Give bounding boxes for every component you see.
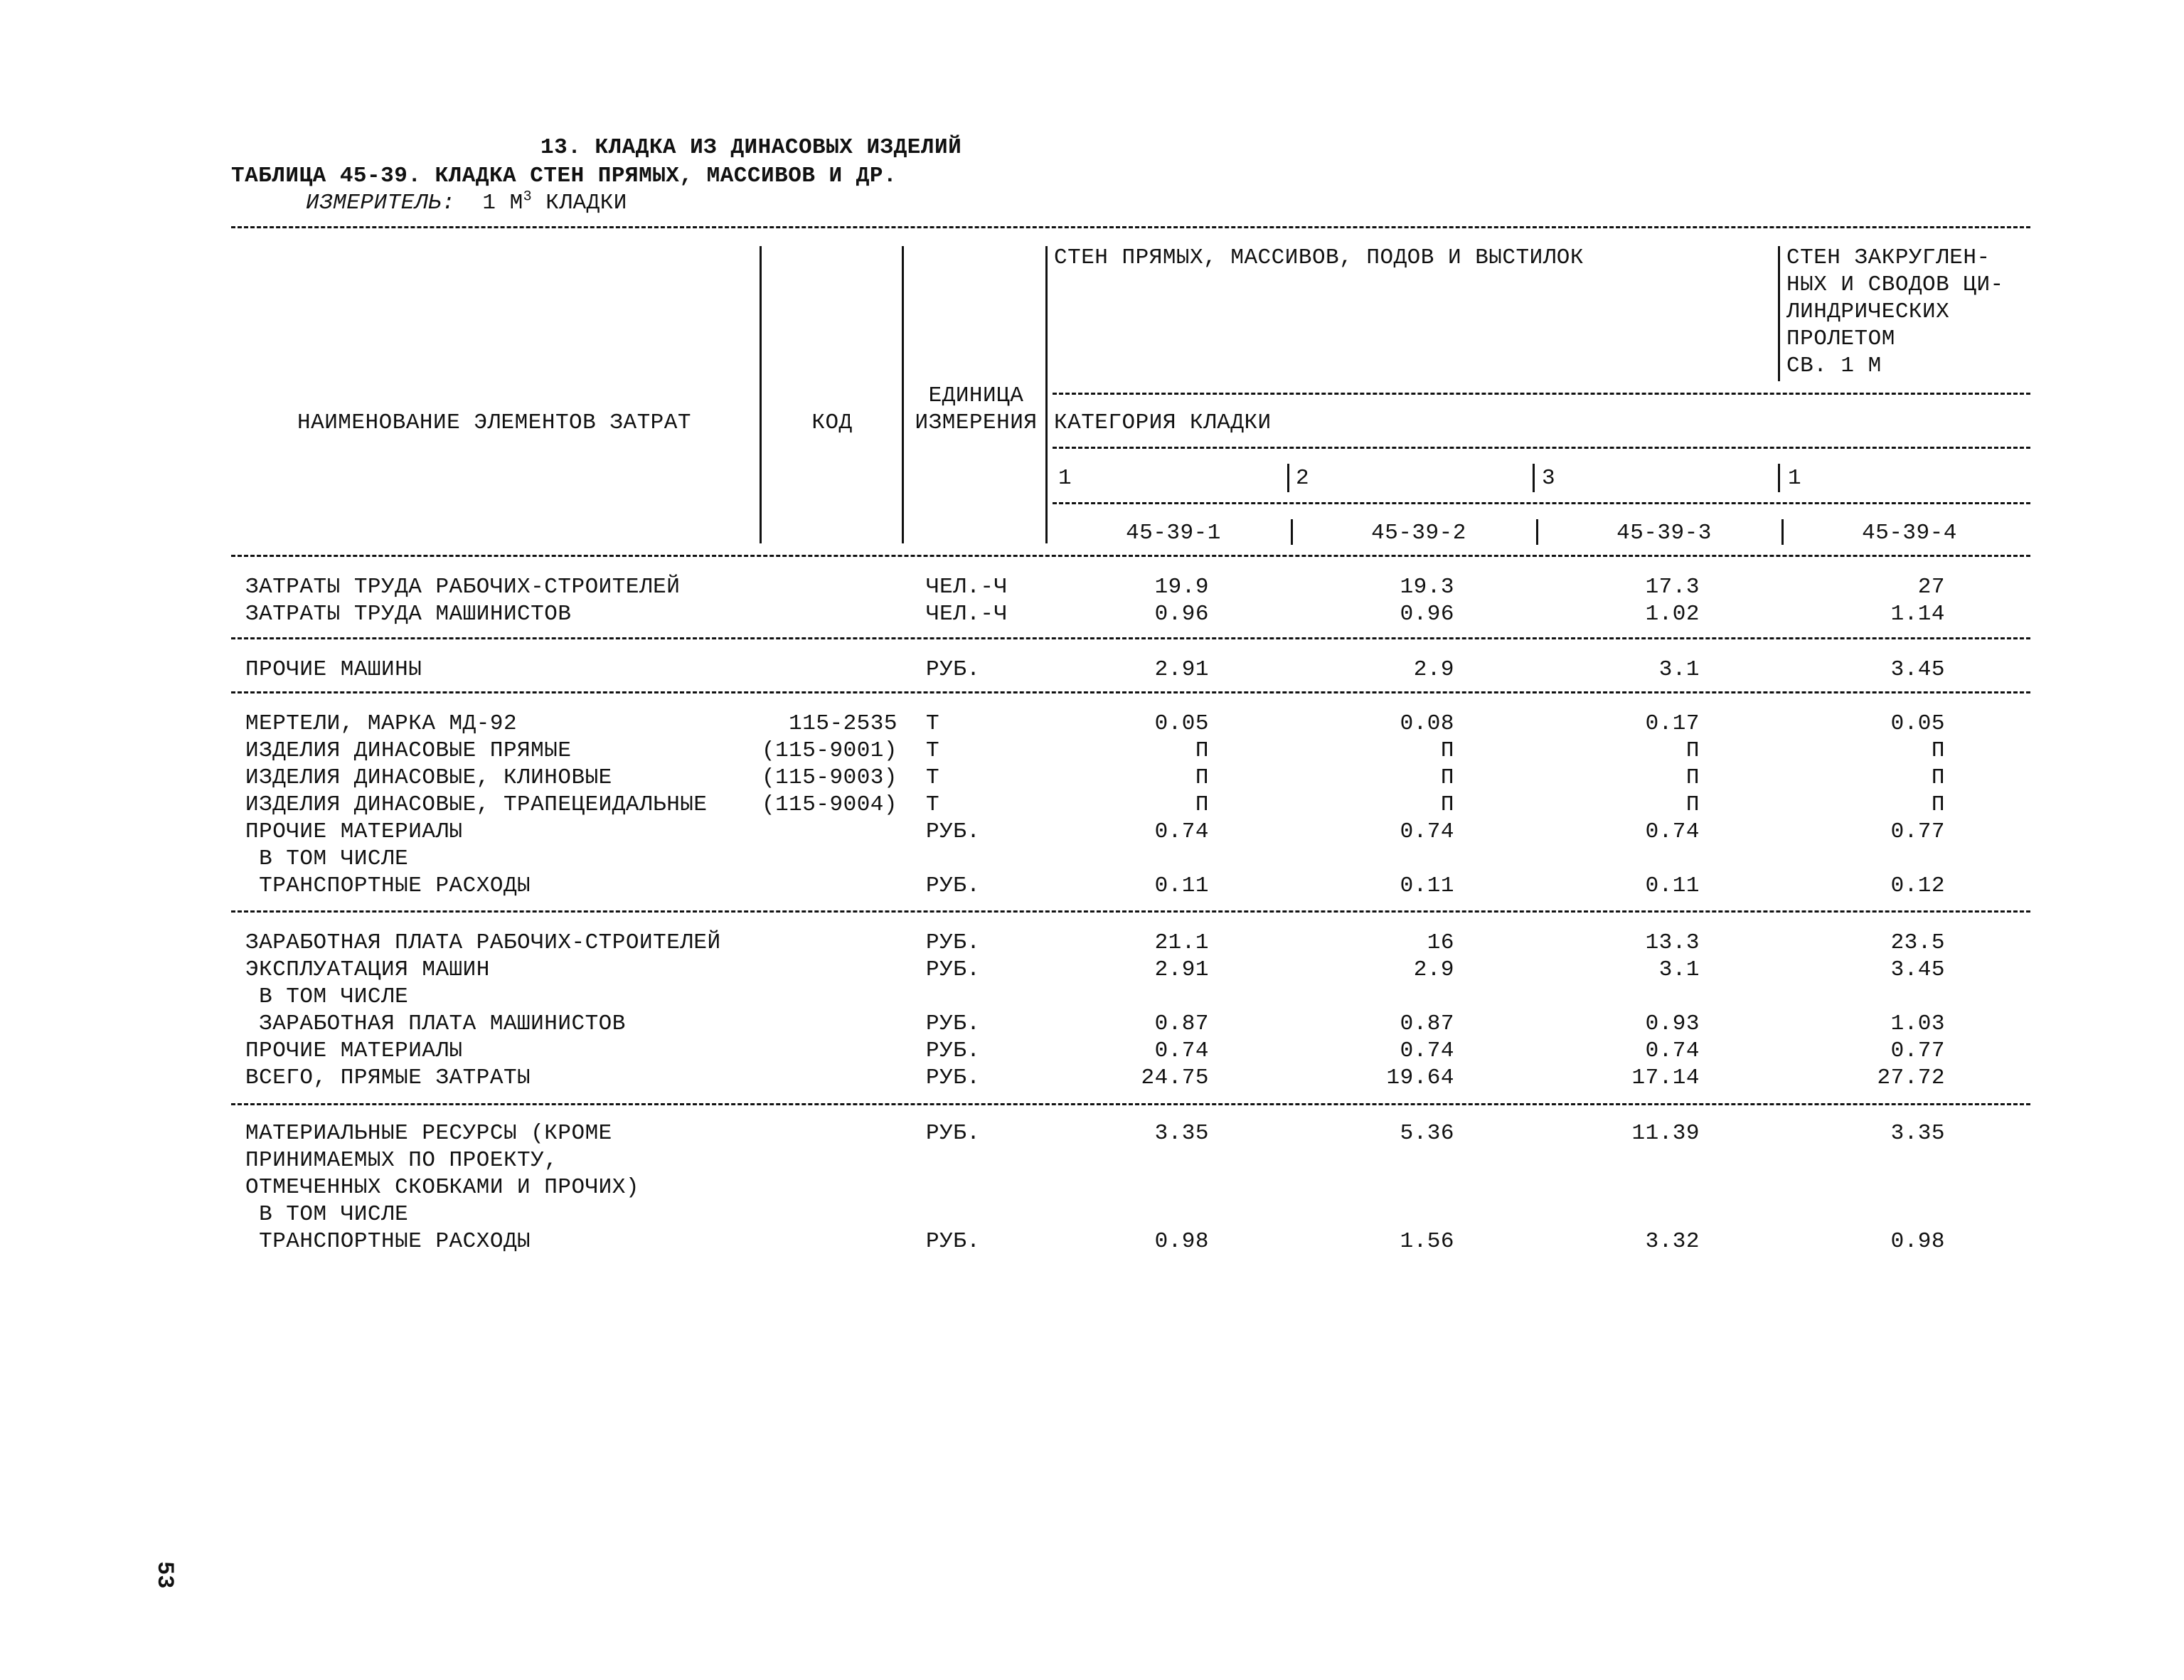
row-value-2: 0.11 xyxy=(1400,873,1454,898)
header-group2-line1: СТЕН ЗАКРУГЛЕН- xyxy=(1786,245,1991,270)
row-name: ТРАНСПОРТНЫЕ РАСХОДЫ xyxy=(245,1229,531,1254)
row-value-2: 16 xyxy=(1427,930,1454,955)
measure-label: ИЗМЕРИТЕЛЬ: xyxy=(306,191,456,216)
header-code-2: 45-39-2 xyxy=(1371,521,1466,546)
header-group2-line5: СВ. 1 М xyxy=(1786,353,1882,378)
row-value-1: 19.9 xyxy=(1154,575,1209,600)
row-value-3: 3.32 xyxy=(1645,1229,1700,1254)
row-code: (115-9001) xyxy=(761,738,897,763)
header-unit-line2: ИЗМЕРЕНИЯ xyxy=(915,410,1038,435)
header-group1: СТЕН ПРЯМЫХ, МАССИВОВ, ПОДОВ И ВЫСТИЛОК xyxy=(1054,245,1584,270)
row-value-1: П xyxy=(1195,792,1209,817)
header-group2-line4: ПРОЛЕТОМ xyxy=(1786,326,1895,351)
header-unit-line1: ЕДИНИЦА xyxy=(928,383,1024,408)
row-value-1: 24.75 xyxy=(1141,1065,1209,1090)
row-value-4: 27.72 xyxy=(1877,1065,1945,1090)
row-unit: РУБ. xyxy=(926,957,981,982)
header-category-3: 3 xyxy=(1542,466,1556,491)
row-name: МАТЕРИАЛЬНЫЕ РЕСУРСЫ (КРОМЕ xyxy=(245,1121,612,1146)
row-value-3: 3.1 xyxy=(1658,657,1700,682)
row-unit: РУБ. xyxy=(926,1229,981,1254)
row-name: ПРОЧИЕ МАТЕРИАЛЫ xyxy=(245,819,463,844)
row-name: ЭКСПЛУАТАЦИЯ МАШИН xyxy=(245,957,490,982)
row-value-2: 0.74 xyxy=(1400,1038,1454,1063)
row-name: ВСЕГО, ПРЯМЫЕ ЗАТРАТЫ xyxy=(245,1065,531,1090)
row-value-3: 3.1 xyxy=(1658,957,1700,982)
row-value-1: 0.98 xyxy=(1154,1229,1209,1254)
row-value-3: 1.02 xyxy=(1645,602,1700,627)
header-vbar-code2 xyxy=(1291,519,1293,545)
header-code-col: КОД xyxy=(811,410,853,435)
row-value-4: 3.35 xyxy=(1890,1121,1945,1146)
row-value-3: 17.14 xyxy=(1631,1065,1700,1090)
header-name-col: НАИМЕНОВАНИЕ ЭЛЕМЕНТОВ ЗАТРАТ xyxy=(297,410,691,435)
row-value-2: П xyxy=(1440,792,1454,817)
row-code: (115-9003) xyxy=(761,765,897,790)
header-rule-numbers xyxy=(1053,502,2030,504)
row-unit: РУБ. xyxy=(926,1121,981,1146)
row-value-4: 3.45 xyxy=(1890,657,1945,682)
row-value-4: 27 xyxy=(1917,575,1945,600)
row-name: В ТОМ ЧИСЛЕ xyxy=(245,846,409,871)
row-unit: РУБ. xyxy=(926,1038,981,1063)
row-value-4: 1.14 xyxy=(1890,602,1945,627)
row-value-2: 19.3 xyxy=(1400,575,1454,600)
row-value-4: П xyxy=(1931,765,1945,790)
row-value-1: 0.11 xyxy=(1154,873,1209,898)
header-group2-line3: ЛИНДРИЧЕСКИХ xyxy=(1786,299,1950,324)
row-name: ИЗДЕЛИЯ ДИНАСОВЫЕ, ТРАПЕЦЕИДАЛЬНЫЕ xyxy=(245,792,708,817)
row-name: МЕРТЕЛИ, МАРКА МД-92 xyxy=(245,711,518,736)
row-value-1: 0.74 xyxy=(1154,819,1209,844)
header-code-1: 45-39-1 xyxy=(1126,521,1221,546)
row-name: ТРАНСПОРТНЫЕ РАСХОДЫ xyxy=(245,873,531,898)
header-vbar-group2 xyxy=(1778,246,1780,381)
section-title: 13. КЛАДКА ИЗ ДИНАСОВЫХ ИЗДЕЛИЙ xyxy=(540,135,962,160)
row-value-3: 17.3 xyxy=(1645,575,1700,600)
row-value-2: 0.74 xyxy=(1400,819,1454,844)
row-value-2: 1.56 xyxy=(1400,1229,1454,1254)
row-value-1: 2.91 xyxy=(1154,957,1209,982)
group-rule-1 xyxy=(231,637,2030,639)
row-unit: Т xyxy=(926,792,940,817)
header-vbar-cat2 xyxy=(1287,464,1289,492)
row-value-2: 0.08 xyxy=(1400,711,1454,736)
row-value-3: 0.74 xyxy=(1645,1038,1700,1063)
row-value-4: П xyxy=(1931,738,1945,763)
row-name: ПРИНИМАЕМЫХ ПО ПРОЕКТУ, xyxy=(245,1148,558,1173)
row-value-3: П xyxy=(1685,765,1700,790)
row-name: ЗАТРАТЫ ТРУДА МАШИНИСТОВ xyxy=(245,602,572,627)
row-value-2: 2.9 xyxy=(1413,657,1454,682)
row-name: ИЗДЕЛИЯ ДИНАСОВЫЕ ПРЯМЫЕ xyxy=(245,738,572,763)
row-value-4: 0.77 xyxy=(1890,819,1945,844)
row-value-2: П xyxy=(1440,765,1454,790)
header-vbar-code xyxy=(902,246,904,543)
row-name: ПРОЧИЕ МАТЕРИАЛЫ xyxy=(245,1038,463,1063)
measure-sup: 3 xyxy=(523,188,533,206)
row-value-1: 2.91 xyxy=(1154,657,1209,682)
row-value-3: П xyxy=(1685,792,1700,817)
header-vbar-name xyxy=(760,246,762,543)
row-code: (115-9004) xyxy=(761,792,897,817)
table-title: ТАБЛИЦА 45-39. КЛАДКА СТЕН ПРЯМЫХ, МАССИВОВ И ДР. xyxy=(231,164,897,188)
row-value-3: П xyxy=(1685,738,1700,763)
row-unit: Т xyxy=(926,738,940,763)
row-value-3: 0.11 xyxy=(1645,873,1700,898)
row-unit: РУБ. xyxy=(926,1065,981,1090)
row-name: ЗАРАБОТНАЯ ПЛАТА РАБОЧИХ-СТРОИТЕЛЕЙ xyxy=(245,930,721,955)
row-unit: РУБ. xyxy=(926,930,981,955)
header-vbar-code4 xyxy=(1781,519,1784,545)
row-unit: РУБ. xyxy=(926,873,981,898)
row-value-1: 21.1 xyxy=(1154,930,1209,955)
row-name: В ТОМ ЧИСЛЕ xyxy=(245,984,409,1009)
header-vbar-cat3 xyxy=(1533,464,1535,492)
row-value-4: 3.45 xyxy=(1890,957,1945,982)
row-code: 115-2535 xyxy=(789,711,897,736)
header-category-2: 2 xyxy=(1296,466,1310,491)
row-value-4: 23.5 xyxy=(1890,930,1945,955)
page-number: 53 xyxy=(151,1561,178,1589)
group-rule-2 xyxy=(231,691,2030,693)
row-value-1: П xyxy=(1195,738,1209,763)
header-category-4: 1 xyxy=(1788,466,1802,491)
row-value-2: 2.9 xyxy=(1413,957,1454,982)
header-code-3: 45-39-3 xyxy=(1616,521,1712,546)
header-code-4: 45-39-4 xyxy=(1862,521,1957,546)
measure-line xyxy=(306,188,627,216)
header-top-rule xyxy=(231,226,2030,228)
row-value-1: 0.05 xyxy=(1154,711,1209,736)
row-value-1: П xyxy=(1195,765,1209,790)
measure-value: 1 М xyxy=(482,191,523,216)
row-name: ЗАРАБОТНАЯ ПЛАТА МАШИНИСТОВ xyxy=(245,1011,626,1036)
row-unit: РУБ. xyxy=(926,819,981,844)
header-category-label: КАТЕГОРИЯ КЛАДКИ xyxy=(1054,410,1272,435)
row-name: В ТОМ ЧИСЛЕ xyxy=(245,1202,409,1227)
row-value-1: 0.74 xyxy=(1154,1038,1209,1063)
row-value-2: П xyxy=(1440,738,1454,763)
header-vbar-code3 xyxy=(1536,519,1538,545)
row-name: ЗАТРАТЫ ТРУДА РАБОЧИХ-СТРОИТЕЛЕЙ xyxy=(245,575,681,600)
row-value-4: 0.05 xyxy=(1890,711,1945,736)
row-value-2: 19.64 xyxy=(1386,1065,1454,1090)
row-unit: ЧЕЛ.-Ч xyxy=(926,602,1008,627)
header-rule-group xyxy=(1053,393,2030,395)
row-value-2: 0.87 xyxy=(1400,1011,1454,1036)
group-rule-3 xyxy=(231,910,2030,913)
header-bottom-rule xyxy=(231,555,2030,557)
row-unit: Т xyxy=(926,711,940,736)
row-name: ИЗДЕЛИЯ ДИНАСОВЫЕ, КЛИНОВЫЕ xyxy=(245,765,612,790)
header-rule-category xyxy=(1053,447,2030,449)
row-value-4: П xyxy=(1931,792,1945,817)
row-value-4: 0.12 xyxy=(1890,873,1945,898)
group-rule-4 xyxy=(231,1103,2030,1105)
row-unit: Т xyxy=(926,765,940,790)
row-value-3: 0.74 xyxy=(1645,819,1700,844)
row-value-1: 0.87 xyxy=(1154,1011,1209,1036)
row-unit: ЧЕЛ.-Ч xyxy=(926,575,1008,600)
row-value-3: 0.93 xyxy=(1645,1011,1700,1036)
row-name: ОТМЕЧЕННЫХ СКОБКАМИ И ПРОЧИХ) xyxy=(245,1175,639,1200)
row-value-3: 0.17 xyxy=(1645,711,1700,736)
row-value-1: 0.96 xyxy=(1154,602,1209,627)
row-value-2: 5.36 xyxy=(1400,1121,1454,1146)
header-vbar-cat4 xyxy=(1778,464,1780,492)
row-name: ПРОЧИЕ МАШИНЫ xyxy=(245,657,422,682)
header-vbar-unit xyxy=(1045,246,1048,543)
header-group2-line2: НЫХ И СВОДОВ ЦИ- xyxy=(1786,272,2004,297)
row-value-1: 3.35 xyxy=(1154,1121,1209,1146)
row-value-4: 0.98 xyxy=(1890,1229,1945,1254)
row-value-3: 11.39 xyxy=(1631,1121,1700,1146)
row-unit: РУБ. xyxy=(926,657,981,682)
row-value-2: 0.96 xyxy=(1400,602,1454,627)
row-value-4: 1.03 xyxy=(1890,1011,1945,1036)
header-category-1: 1 xyxy=(1058,466,1072,491)
row-value-3: 13.3 xyxy=(1645,930,1700,955)
row-unit: РУБ. xyxy=(926,1011,981,1036)
row-value-4: 0.77 xyxy=(1890,1038,1945,1063)
measure-unit: КЛАДКИ xyxy=(545,191,627,216)
